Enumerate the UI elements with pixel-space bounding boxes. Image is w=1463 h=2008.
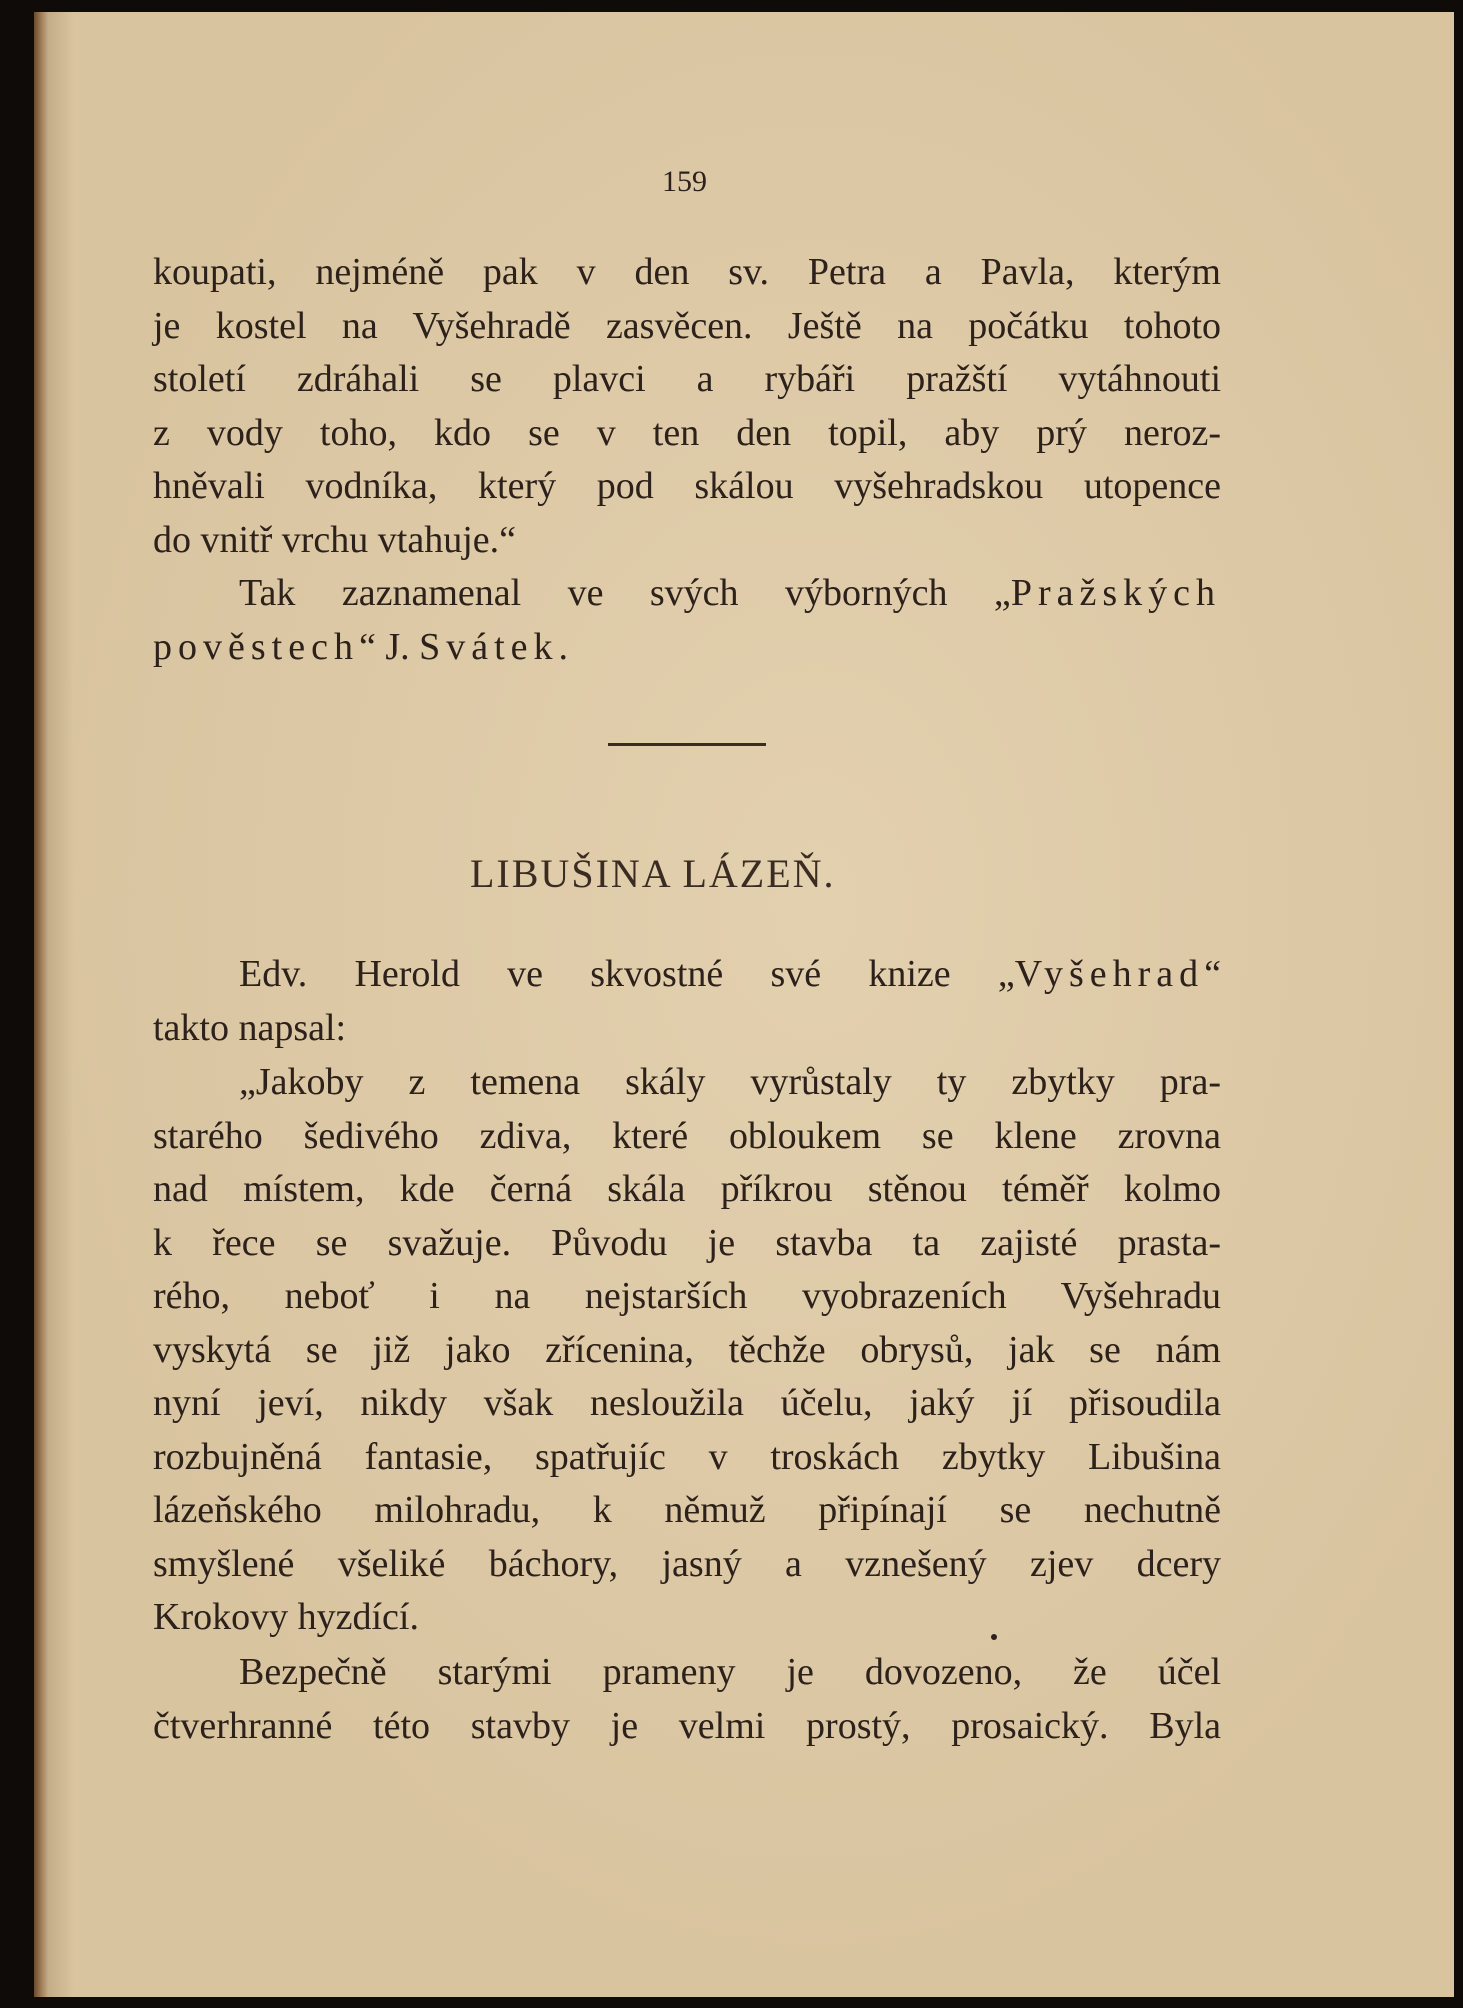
text-line: do vnitř vrchu vtahuje.“	[153, 518, 517, 561]
quote-paragraph	[153, 1056, 1221, 1645]
herold-intro-line-2: takto napsal:	[153, 1006, 347, 1049]
text-line: starého šedivého zdiva, které obloukem se klene zrovna	[153, 1114, 1221, 1157]
text-line: „Jakoby z temena skály vyrůstaly ty zbytky pra-	[239, 1061, 1221, 1103]
source-note-line-2	[153, 621, 1221, 675]
text-line: nad místem, kde černá skála příkrou stěnou téměř kolmo	[153, 1168, 1221, 1210]
page-number: 159	[662, 165, 707, 198]
text-line: rého, neboť i na nejstarších vyobrazeních Vyšehradu	[153, 1275, 1221, 1317]
text-line: smyšlené všeliké báchory, jasný a vznešený zjev dcery	[153, 1542, 1221, 1585]
text-line: hněvali vodníka, který pod skálou vyšehradskou utopence	[153, 465, 1221, 507]
section-heading: LIBUŠINA LÁZEŇ.	[470, 851, 836, 896]
text-line: Bezpečně starými prameny je dovozeno, že účel	[239, 1651, 1221, 1693]
herold-intro-paragraph	[153, 948, 1221, 1055]
source-note-paragraph	[153, 567, 1221, 674]
source-title-part-1: Pražských	[1010, 572, 1221, 614]
source-note-text: “ J.	[358, 625, 420, 668]
closing-quote: “	[1204, 953, 1221, 995]
source-author: Svátek.	[419, 625, 575, 668]
page-spine-edge	[34, 12, 48, 1997]
text-line: vyskytá se již jako zřícenina, těchže obrysů, jak se nám	[153, 1328, 1221, 1371]
text-line: lázeňského milohradu, k němuž připínají se nechutně	[153, 1489, 1221, 1531]
source-title-part-2: pověstech	[153, 625, 359, 668]
text-line: nyní jeví, nikdy však nesloužila účelu, jaký jí přisoudila	[153, 1382, 1221, 1424]
text-line: čtverhranné této stavby je velmi prostý, prosaický. Byla	[153, 1704, 1221, 1747]
intro-paragraph	[153, 246, 1221, 567]
text-line: rozbujněná fantasie, spatřujíc v troskách zbytky Libušina	[153, 1435, 1221, 1478]
book-title: Vyšehrad	[1014, 953, 1205, 995]
herold-intro-text: Edv. Herold ve skvostné své knize „	[239, 953, 1015, 995]
ink-speck	[991, 1634, 997, 1640]
text-line: Krokovy hyzdící.	[153, 1596, 419, 1638]
herold-intro-line-1	[153, 948, 1221, 1002]
text-line: století zdráhali se plavci a rybáři pražští vytáhnouti	[153, 358, 1221, 400]
final-paragraph	[153, 1646, 1221, 1753]
section-divider	[608, 743, 766, 746]
text-line: je kostel na Vyšehradě zasvěcen. Ještě na počátku tohoto	[153, 304, 1221, 347]
source-note-line-1	[153, 567, 1221, 621]
text-line: k řece se svažuje. Původu je stavba ta zajisté prasta-	[153, 1221, 1221, 1264]
text-line: z vody toho, kdo se v ten den topil, aby prý neroz-	[153, 411, 1221, 454]
text-line: koupati, nejméně pak v den sv. Petra a Pavla, kterým	[153, 251, 1221, 293]
source-note-text: Tak zaznamenal ve svých výborných „	[239, 572, 1011, 614]
